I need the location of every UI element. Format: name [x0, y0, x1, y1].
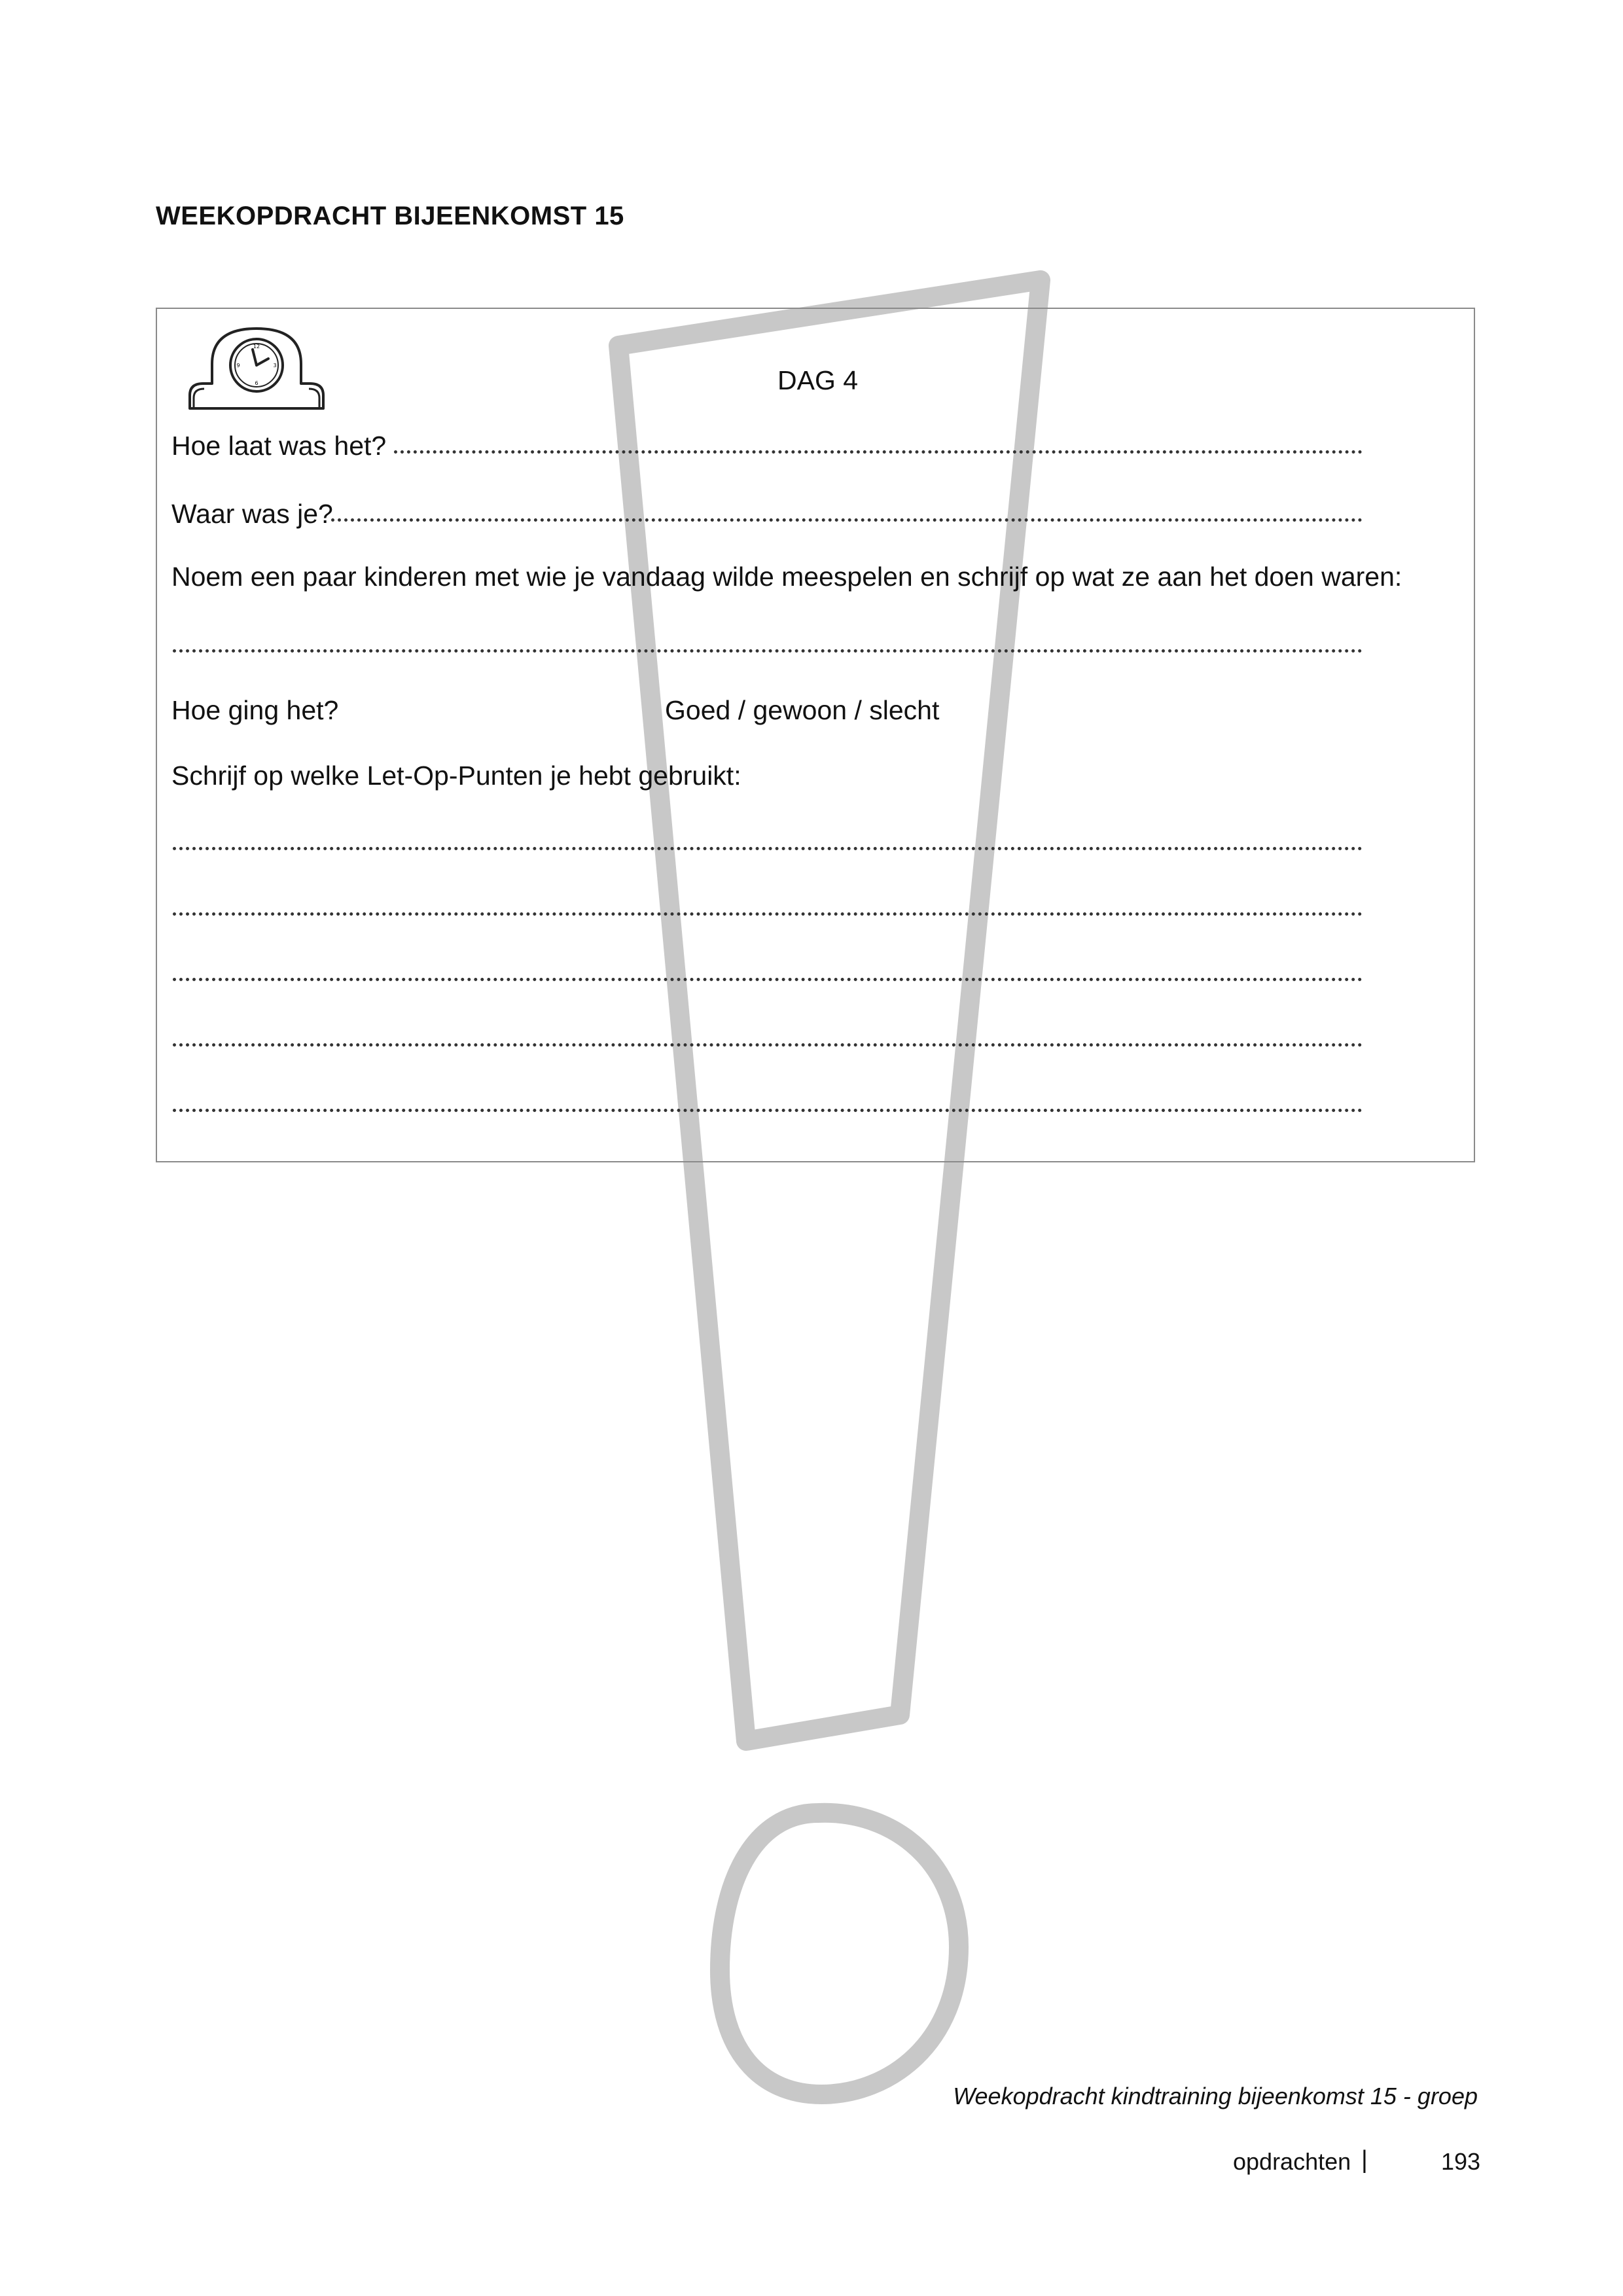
question-points: Schrijf op welke Let-Op-Punten je hebt gebruikt: — [171, 761, 741, 791]
svg-text:9: 9 — [236, 363, 240, 368]
question-time: Hoe laat was het? — [171, 431, 387, 461]
exclamation-dot — [720, 1813, 959, 2094]
answer-line-points-2[interactable] — [173, 912, 1363, 916]
question-where: Waar was je? — [171, 499, 333, 529]
answer-line-points-1[interactable] — [173, 847, 1363, 850]
question-how: Hoe ging het? — [171, 695, 339, 725]
answer-line-points-4[interactable] — [173, 1043, 1363, 1047]
answer-line-points-3[interactable] — [173, 978, 1363, 981]
how-options: Goed / gewoon / slecht — [665, 695, 940, 725]
page-title: WEEKOPDRACHT BIJEENKOMST 15 — [156, 202, 624, 230]
answer-line-children[interactable] — [173, 649, 1363, 653]
answer-line-points-5[interactable] — [173, 1109, 1363, 1112]
answer-line-where[interactable] — [331, 518, 1363, 522]
svg-text:3: 3 — [273, 363, 277, 368]
mantel-clock-icon — [185, 325, 327, 415]
footer-caption: Weekopdracht kindtraining bijeenkomst 15 - groep — [953, 2083, 1478, 2109]
day-label: DAG 4 — [777, 365, 859, 395]
svg-text:12: 12 — [253, 344, 260, 350]
question-children: Noem een paar kinderen met wie je vandaag wilde meespelen en schrijf op wat ze aan het doen waren: — [171, 562, 1402, 592]
answer-line-time[interactable] — [394, 450, 1363, 454]
svg-text:6: 6 — [255, 380, 259, 386]
footer-separator: | — [1361, 2146, 1368, 2174]
page-number: 193 — [1441, 2148, 1481, 2175]
footer-section: opdrachten — [1233, 2148, 1351, 2175]
